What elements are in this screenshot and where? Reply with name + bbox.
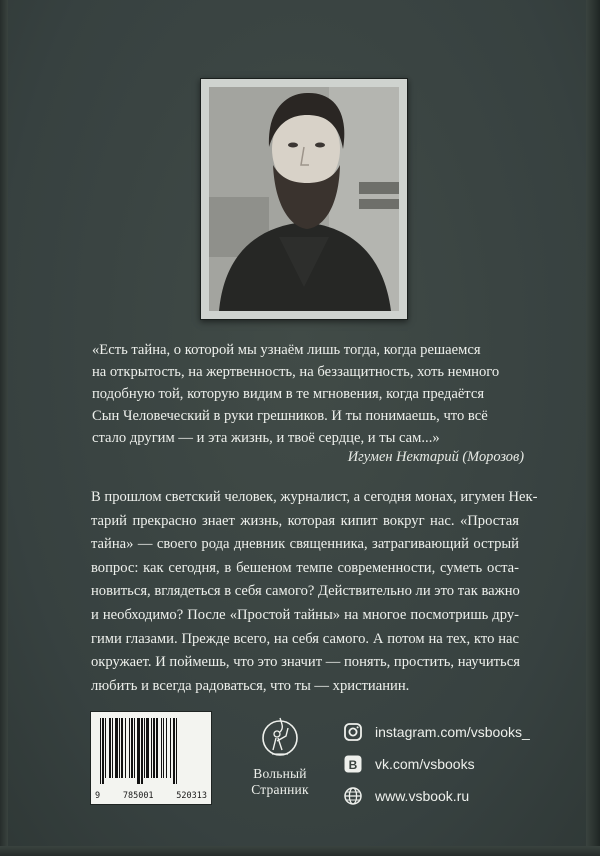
quote-author: Игумен Нектарий (Морозов)	[347, 449, 524, 465]
description-line: и необходимо? После «Простой тайны» на многое посмотришь дру-	[91, 606, 519, 623]
social-links	[342, 716, 530, 812]
barcode-digit-group: 520313	[176, 791, 207, 801]
barcode-digit-group: 9	[95, 791, 101, 801]
globe-icon	[342, 785, 364, 807]
description-line: новиться, вглядеться в себя самого? Действительно ли это так важно	[91, 583, 520, 600]
barcode-bar	[166, 718, 167, 778]
cover-edge-bottom	[0, 846, 600, 856]
barcode-digits	[95, 791, 207, 801]
barcode-bar	[129, 718, 130, 778]
description-line: тайна» — своего рода дневник священника, затрагивающий острый	[91, 536, 519, 553]
barcode-bar	[109, 718, 111, 778]
barcode-bar	[176, 718, 177, 784]
social-link-text[interactable]: vk.com/vsbooks	[375, 756, 475, 772]
barcode-bar	[121, 718, 123, 778]
author-photo	[209, 87, 399, 311]
barcode-bar	[141, 718, 143, 784]
isbn-barcode	[91, 712, 211, 804]
barcode-bar	[100, 718, 101, 784]
barcode-bar	[144, 718, 145, 778]
barcode-bar	[134, 718, 135, 778]
social-link-vk[interactable]	[342, 748, 530, 780]
barcode-bar	[105, 718, 106, 778]
barcode-bar	[163, 718, 164, 778]
barcode-bar	[102, 718, 104, 784]
social-link-website[interactable]	[342, 780, 530, 812]
barcode-bar	[170, 718, 171, 778]
description-line: окружает. И поймешь, что это значит — понять, простить, научиться	[91, 654, 520, 671]
book-description	[91, 486, 538, 698]
publisher-name-line: Вольный	[253, 766, 307, 781]
quote-line: стало другим — и эта жизнь, и твоё сердце, и ты сам...»	[92, 430, 440, 446]
barcode-bar	[173, 718, 175, 784]
barcode-bar	[115, 718, 118, 778]
description-line: любить и всегда радоваться, что ты — христианин.	[91, 677, 410, 694]
quote-line: «Есть тайна, о которой мы узнаём лишь тогда, когда решаемся	[92, 342, 481, 358]
publisher-emblem-icon	[260, 714, 300, 762]
barcode-bars	[100, 718, 202, 784]
barcode-bar	[119, 718, 120, 778]
quote-line: на открытость, на жертвенность, на беззащитность, хоть немного	[92, 364, 500, 380]
cover-edge-left	[0, 0, 8, 856]
svg-text:B: B	[348, 758, 358, 772]
author-photo-frame	[200, 78, 408, 320]
publisher-name-line: Странник	[251, 782, 309, 797]
quote-line: подобную той, которую видим в те мгновения, когда предаётся	[92, 386, 485, 402]
epigraph-quote	[92, 339, 532, 449]
barcode-bar	[137, 718, 140, 784]
description-line: тарий прекрасно знает жизнь, которая кипит вокруг нас. «Простая	[91, 512, 519, 529]
barcode-bar	[146, 718, 149, 778]
author-portrait-illustration	[209, 87, 399, 311]
publisher-name	[243, 766, 317, 798]
barcode-bar	[131, 718, 133, 778]
barcode-bar	[153, 718, 155, 778]
cover-edge-right	[586, 0, 600, 856]
description-line: В прошлом светский человек, журналист, а сегодня монах, игумен Нек-	[91, 489, 538, 505]
quote-line: Сын Человеческий в руки грешников. И ты понимаешь, что всё	[92, 408, 488, 424]
barcode-digit-group: 785001	[122, 791, 154, 801]
barcode-bar	[161, 718, 162, 778]
vk-icon	[342, 753, 364, 775]
social-link-text[interactable]: instagram.com/vsbooks_	[375, 724, 530, 740]
publisher-logo	[243, 714, 317, 806]
barcode-bar	[151, 718, 152, 778]
description-line: вопрос: как сегодня, в бешеном темпе современности, суметь оста-	[91, 559, 519, 576]
barcode-bar	[156, 718, 158, 778]
barcode-bar	[112, 718, 113, 778]
barcode-bar	[125, 718, 126, 778]
instagram-icon	[342, 721, 364, 743]
social-link-instagram[interactable]	[342, 716, 530, 748]
social-link-text[interactable]: www.vsbook.ru	[375, 788, 470, 804]
description-line: гими глазами. Прежде всего, на себя самого. А потом на тех, кто нас	[91, 630, 519, 647]
